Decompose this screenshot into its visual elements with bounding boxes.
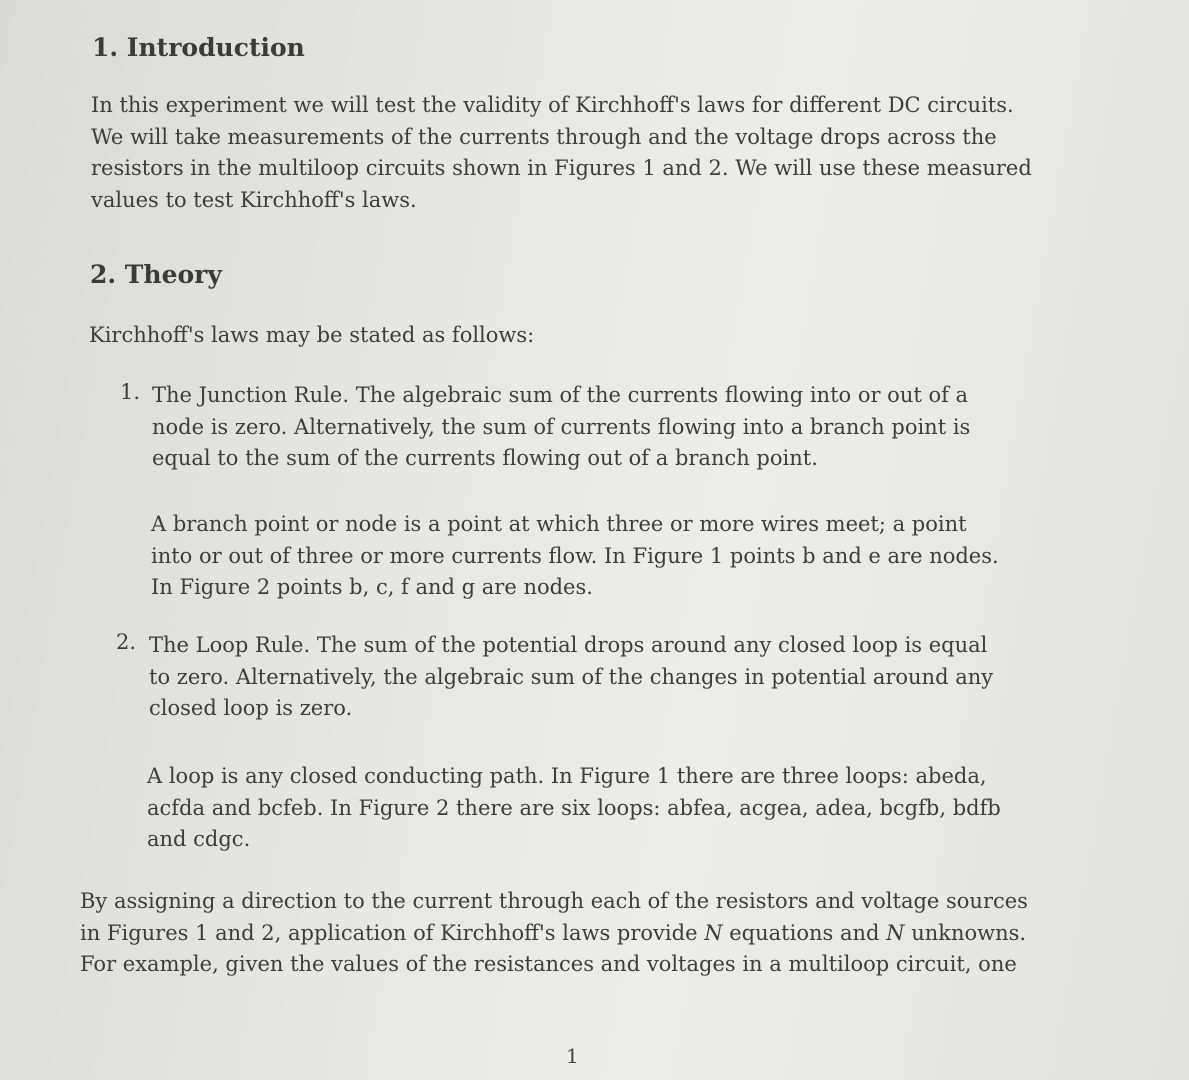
- section-heading-introduction: 1. Introduction: [92, 33, 305, 62]
- loop-rule-paragraph: [149, 630, 1083, 725]
- closing-paragraph: [80, 886, 1082, 981]
- section-heading-theory: 2. Theory: [90, 260, 222, 289]
- paragraph-line: The Loop Rule. The sum of the potential drops around any closed loop is equal: [149, 633, 988, 657]
- paragraph-line: closed loop is zero.: [149, 696, 353, 720]
- paragraph-line: equal to the sum of the currents flowing out of a branch point.: [152, 446, 818, 470]
- math-variable-n: N: [886, 920, 905, 945]
- paragraph-line: to zero. Alternatively, the algebraic sum of the changes in potential around any: [149, 664, 994, 689]
- junction-rule-paragraph: [152, 380, 1086, 475]
- paragraph-line: node is zero. Alternatively, the sum of currents flowing into a branch point is: [152, 414, 971, 439]
- loop-rule-detail: [147, 761, 1081, 856]
- paragraph-line: By assigning a direction to the current through each of the resistors and voltage sources: [80, 889, 1028, 913]
- text-segment: unknowns.: [911, 920, 1027, 945]
- list-number: 2.: [116, 630, 137, 654]
- page-number: 1: [566, 1044, 579, 1068]
- text-segment: equations and: [729, 920, 880, 945]
- paragraph-line: A loop is any closed conducting path. In Figure 1 there are three loops: abeda,: [147, 764, 987, 788]
- paragraph-line: For example, given the values of the resistances and voltages in a multiloop circuit, one: [80, 952, 1017, 976]
- paragraph-line: and cdgc.: [147, 827, 251, 851]
- paragraph-line: In Figure 2 points b, c, f and g are nodes.: [151, 575, 593, 599]
- theory-intro: [89, 320, 534, 352]
- paragraph-line: The Junction Rule. The algebraic sum of the currents flowing into or out of a: [152, 383, 969, 407]
- paragraph-line: resistors in the multiloop circuits shown in Figures 1 and 2. We will use these measured: [91, 156, 1032, 180]
- junction-rule-detail: [151, 509, 1085, 604]
- paragraph-line: acfda and bcfeb. In Figure 2 there are six loops: abfea, acgea, adea, bcgfb, bdfb: [147, 795, 1001, 820]
- list-number: 1.: [120, 380, 141, 404]
- paragraph-line: A branch point or node is a point at which three or more wires meet; a point: [151, 512, 967, 536]
- paragraph-line: In this experiment we will test the validity of Kirchhoff's laws for different DC circuits.: [91, 93, 1014, 117]
- introduction-paragraph: [91, 90, 1087, 216]
- text-segment: in Figures 1 and 2, application of Kirchhoff's laws provide: [80, 920, 698, 945]
- math-variable-n: N: [704, 920, 723, 945]
- paragraph-line: [80, 918, 1082, 950]
- paragraph-line: Kirchhoff's laws may be stated as follows:: [89, 323, 535, 347]
- paragraph-line: values to test Kirchhoff's laws.: [91, 187, 417, 212]
- paragraph-line: We will take measurements of the currents through and the voltage drops across the: [91, 124, 997, 149]
- paragraph-line: into or out of three or more currents flow. In Figure 1 points b and e are nodes.: [151, 543, 999, 568]
